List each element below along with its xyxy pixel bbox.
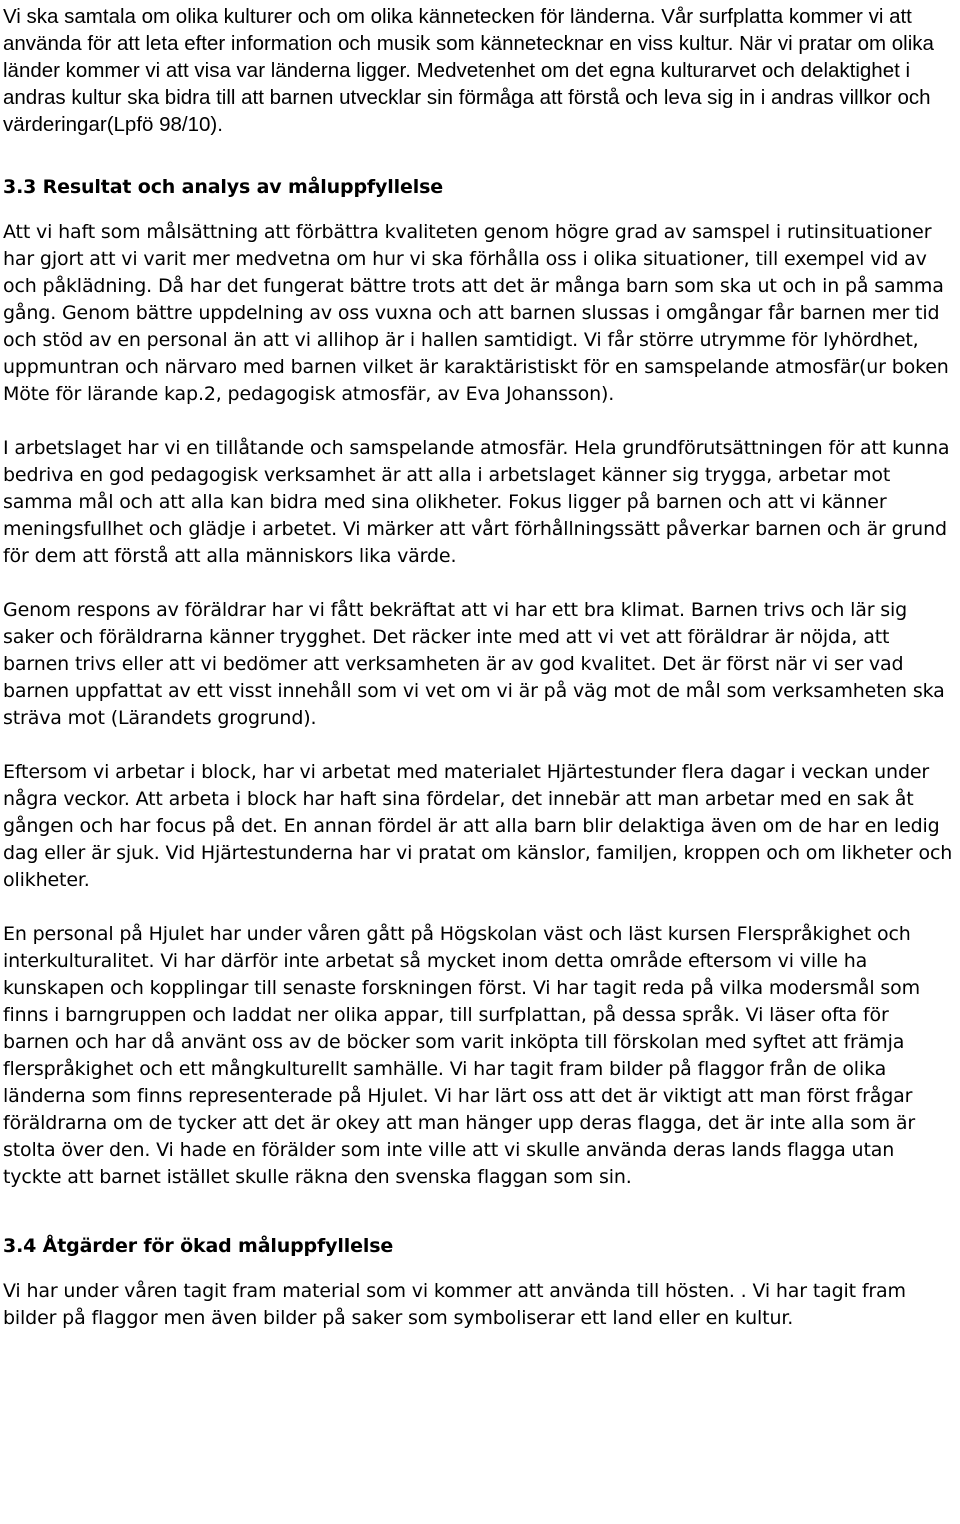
section-3-3-paragraph-2: I arbetslaget har vi en tillåtande och samspelande atmosfär. Hela grundförutsättningen för att kunna bedriva en god pedagogisk verksamhet är att alla i arbetslaget känner sig trygga, arbetar mot samma mål och att alla kan bidra med sina olikheter. Fokus ligger på barnen och att vi känner meningsfullhet och glädje i arbetet. Vi märker att vårt förhållningssätt påverkar barnen och är grund för dem att förstå att alla människors lika värde. — [3, 437, 950, 567]
section-3-3-paragraph-4: Eftersom vi arbetar i block, har vi arbetat med materialet Hjärtestunder flera dagar i veckan under några veckor. Att arbeta i block har haft sina fördelar, det innebär att man arbetar med en sak åt gången och har focus på det. En annan fördel är att alla barn blir delaktiga även om de har en ledig dag eller är sjuk. Vid Hjärtestunderna har vi pratat om känslor, familjen, kroppen och om likheter och olikheter. — [3, 761, 953, 891]
section-3-3-paragraph-3: Genom respons av föräldrar har vi fått bekräftat att vi har ett bra klimat. Barnen trivs och lär sig saker och föräldrarna känner trygghet. Det räcker inte med att vi vet att föräldrar är nöjda, att barnen trivs eller att vi bedömer att verksamheten är av god kvalitet. Det är först när vi ser vad barnen uppfattat av ett visst innehåll som vi vet om vi är på väg mot de mål som verksamheten ska sträva mot (Lärandets grogrund). — [3, 599, 945, 729]
document-page — [3, 0, 957, 1332]
section-3-3-heading: 3.3 Resultat och analys av måluppfyllelse — [3, 176, 443, 198]
section-3-4-heading: 3.4 Åtgärder för ökad måluppfyllelse — [3, 1235, 394, 1257]
section-3-4-paragraph-1: Vi har under våren tagit fram material som vi kommer att använda till hösten. . Vi har tagit fram bilder på flaggor men även bilder på saker som symboliserar ett land eller en kultur. — [3, 1280, 906, 1329]
section-3-3-paragraph-1: Att vi haft som målsättning att förbättra kvaliteten genom högre grad av samspel i rutinsituationer har gjort att vi varit mer medvetna om hur vi ska förhålla oss i olika situationer, till exempel vid av och påklädning. Då har det fungerat bättre trots att det är många barn som ska ut och in på samma gång. Genom bättre uppdelning av oss vuxna och att barnen slussas i omgångar får barnen mer tid och stöd av en personal än att vi allihop är i hallen samtidigt. Vi får större utrymme för lyhördhet, uppmuntran och närvaro med barnen vilket är karaktäristiskt för en samspelande atmosfär(ur boken Möte för lärande kap.2, pedagogisk atmosfär, av Eva Johansson). — [3, 221, 949, 405]
section-3-3-paragraph-5: En personal på Hjulet har under våren gått på Högskolan väst och läst kursen Flerspråkighet och interkulturalitet. Vi har därför inte arbetat så mycket inom detta område eftersom vi ville ha kunskapen och kopplingar till senaste forskningen först. Vi har tagit reda på vilka modersmål som finns i barngruppen och laddat ner olika appar, till surfplattan, på dessa språk. Vi läser ofta för barnen och har då använt oss av de böcker som varit inköpta till förskolan med syftet att främja flerspråkighet och ett mångkulturellt samhälle. Vi har tagit fram bilder på flaggor från de olika länderna som finns representerade på Hjulet. Vi har lärt oss att det är viktigt att man först frågar föräldrarna om de tycker att det är okey att man hänger upp deras flagga, det är inte alla som är stolta över den. Vi hade en förälder som inte ville att vi skulle använda deras lands flagga utan tyckte att barnet istället skulle räkna den svenska flaggan som sin. — [3, 923, 920, 1188]
intro-paragraph: Vi ska samtala om olika kulturer och om olika kännetecken för länderna. Vår surfplatta kommer vi att använda för att leta efter information och musik som kännetecknar en viss kultur. När vi pratar om olika länder kommer vi att visa var länderna ligger. Medvetenhet om det egna kulturarvet och delaktighet i andras kultur ska bidra till att barnen utvecklar sin förmåga att förstå och leva sig in i andras villkor och värderingar(Lpfö 98/10). — [3, 5, 934, 136]
